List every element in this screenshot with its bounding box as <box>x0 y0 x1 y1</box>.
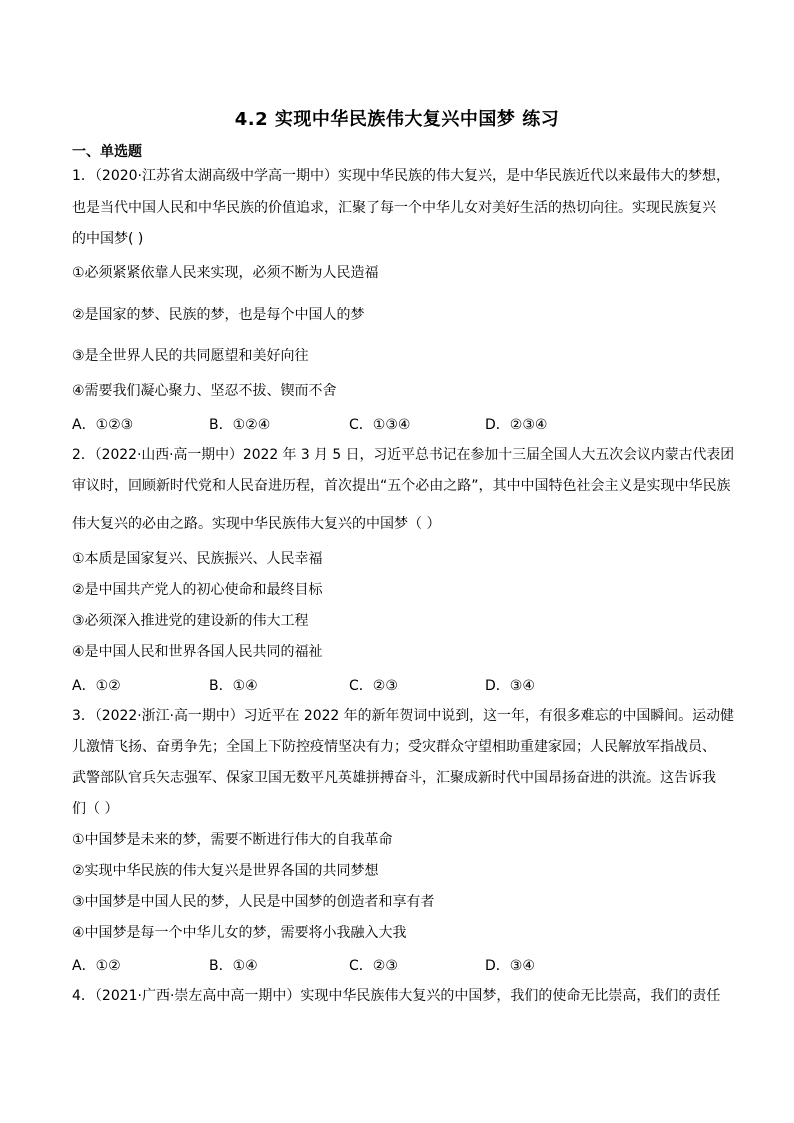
q1-stem-line: 1．（2020·江苏省太湖高级中学高一期中）实现中华民族的伟大复兴，是中华民族近代以来最伟大的梦想， <box>72 168 730 184</box>
document-title: 4.2 实现中华民族伟大复兴中国梦 练习 <box>234 109 560 130</box>
q3-option-c[interactable]: C．②③ <box>349 958 398 974</box>
q3-option-a[interactable]: A．①② <box>72 958 121 974</box>
q1-stem-line: 的中国梦( ) <box>72 231 144 247</box>
q1-option-a[interactable]: A．①②③ <box>72 417 134 433</box>
q2-option-a[interactable]: A．①② <box>72 678 121 694</box>
q3-option-d[interactable]: D．③④ <box>485 958 535 974</box>
q3-option-b[interactable]: B．①④ <box>209 958 258 974</box>
q2-stem-line: 审议时，回顾新时代党和人民奋进历程，首次提出“五个必由之路”，其中中国特色社会主义是实现中华民族 <box>72 478 731 494</box>
q1-statement: ③是全世界人民的共同愿望和美好向往 <box>72 348 309 364</box>
q1-stem-line: 也是当代中国人民和中华民族的价值追求，汇聚了每一个中华儿女对美好生活的热切向往。实现民族复兴 <box>72 200 716 216</box>
q2-options <box>72 675 632 693</box>
q1-options <box>72 414 632 432</box>
q1-statement: ①必须紧紧依靠人民来实现，必须不断为人民造福 <box>72 265 379 281</box>
q2-statement: ④是中国人民和世界各国人民共同的福祉 <box>72 644 323 660</box>
q1-option-b[interactable]: B．①②④ <box>209 417 271 433</box>
q3-statement: ④中国梦是每一个中华儿女的梦，需要将小我融入大我 <box>72 925 407 941</box>
q1-statement: ②是国家的梦、民族的梦，也是每个中国人的梦 <box>72 307 365 323</box>
q2-option-d[interactable]: D．③④ <box>485 678 535 694</box>
q2-stem-line: 伟大复兴的必由之路。实现中华民族伟大复兴的中国梦（ ） <box>72 516 441 532</box>
q3-stem-line: 儿激情飞扬、奋勇争先；全国上下防控疫情坚决有力；受灾群众守望相助重建家园；人民解放军指战员、 <box>72 739 716 755</box>
q3-statement: ①中国梦是未来的梦，需要不断进行伟大的自我革命 <box>72 832 393 848</box>
q3-stem-line: 武警部队官兵矢志强军、保家卫国无数平凡英雄拼搏奋斗，汇聚成新时代中国昂扬奋进的洪流。这告诉我 <box>72 770 716 786</box>
q2-statement: ①本质是国家复兴、民族振兴、人民幸福 <box>72 551 323 567</box>
q2-statement: ②是中国共产党人的初心使命和最终目标 <box>72 582 323 598</box>
q2-stem-line: 2．（2022·山西·高一期中）2022 年 3 月 5 日，习近平总书记在参加十三届全国人大五次会议内蒙古代表团 <box>72 447 735 463</box>
q1-statement: ④需要我们凝心聚力、坚忍不拔、锲而不舍 <box>72 383 337 399</box>
q2-statement: ③必须深入推进党的建设新的伟大工程 <box>72 613 309 629</box>
q2-option-c[interactable]: C．②③ <box>349 678 398 694</box>
q3-options <box>72 955 632 973</box>
q4-stem-line: 4．（2021·广西·崇左高中高一期中）实现中华民族伟大复兴的中国梦，我们的使命无比崇高，我们的责任 <box>72 988 721 1004</box>
q3-statement: ②实现中华民族的伟大复兴是世界各国的共同梦想 <box>72 863 379 879</box>
q2-option-b[interactable]: B．①④ <box>209 678 258 694</box>
q3-stem-line: 们（ ） <box>72 801 119 817</box>
q3-stem-line: 3．（2022·浙江·高一期中）习近平在 2022 年的新年贺词中说到，这一年，有很多难忘的中国瞬间。运动健 <box>72 708 734 724</box>
section-heading: 一、单选题 <box>72 144 142 160</box>
q1-option-d[interactable]: D．②③④ <box>485 417 548 433</box>
q1-option-c[interactable]: C．①③④ <box>349 417 411 433</box>
q3-statement: ③中国梦是中国人民的梦，人民是中国梦的创造者和享有者 <box>72 894 435 910</box>
